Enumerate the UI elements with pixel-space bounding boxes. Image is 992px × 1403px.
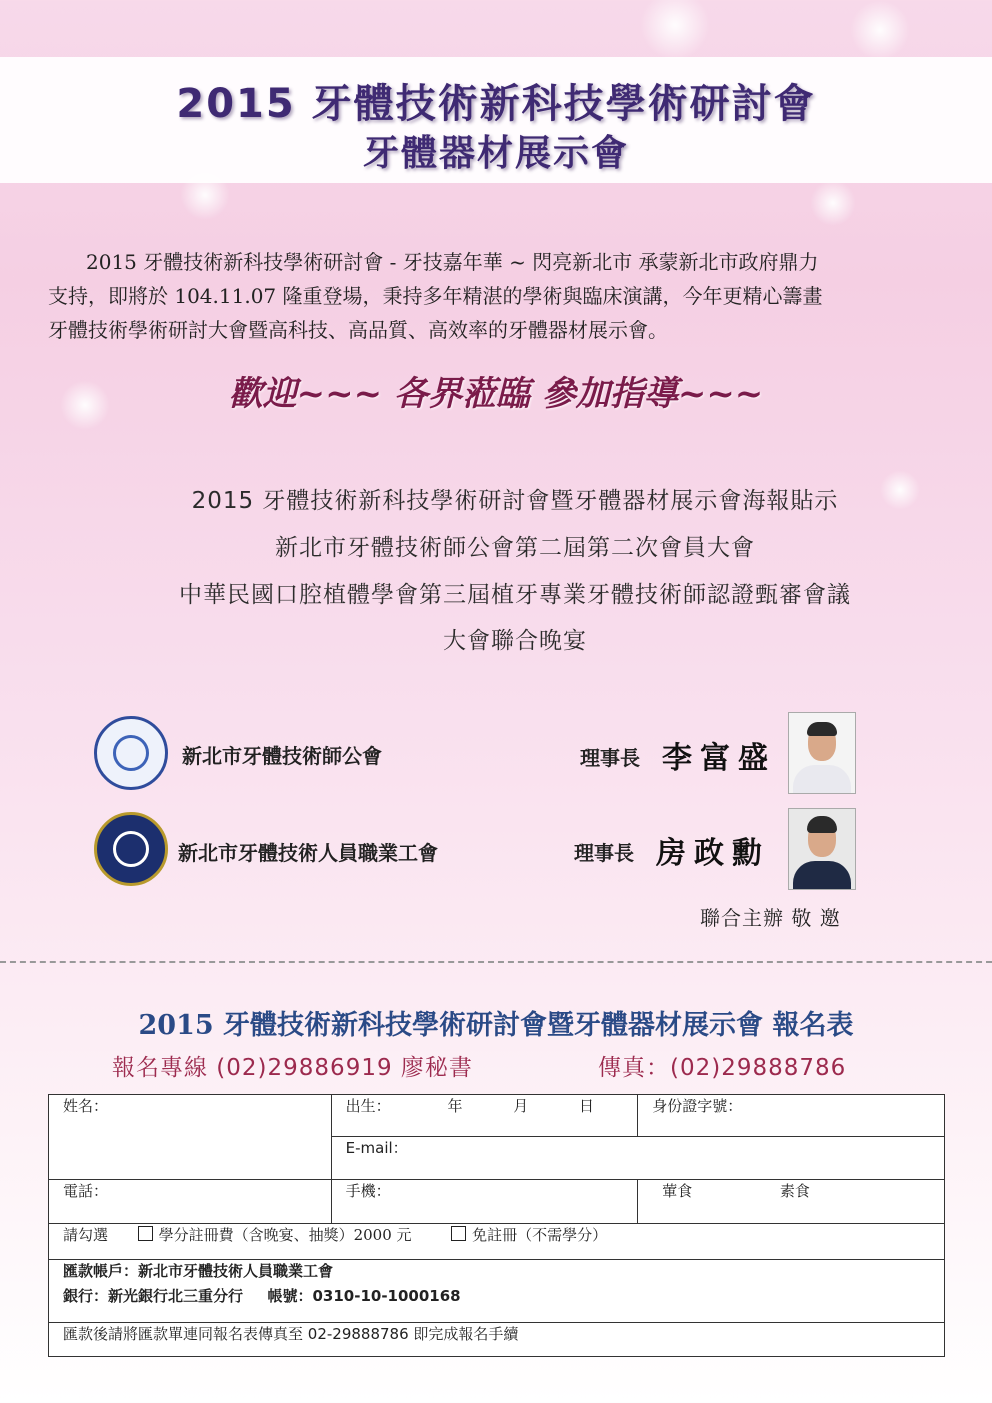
name-label: 姓名： [63,1097,109,1115]
event-item: 新北市牙體技術師公會第二屆第二次會員大會 [275,535,755,561]
organizer-name: 新北市牙體技術師公會 [182,744,382,768]
sparkle-decoration [810,180,856,226]
invitation-signoff: 聯合主辦 敬 邀 [700,906,841,930]
bank-name: 銀行：新光銀行北三重分行 [63,1287,244,1305]
intro-line: 支持，即將於 104.11.07 隆重登場，秉持多年精湛的學術與臨床演講，今年更精心籌畫 [48,284,823,308]
year-label: 年 [447,1097,463,1115]
credit-fee-checkbox[interactable] [138,1226,153,1241]
intro-line: 牙體技術學術研討大會暨高科技、高品質、高效率的牙體器材展示會。 [48,318,668,342]
phone-field[interactable] [49,1180,332,1224]
phone-label: 電話： [63,1182,109,1200]
mobile-field[interactable] [331,1180,638,1224]
sparkle-decoration [640,0,710,60]
email-field[interactable] [331,1137,944,1180]
organizer-signature: 李富盛 [662,741,776,776]
day-label: 日 [579,1097,595,1115]
meal-choice-field[interactable] [638,1180,945,1224]
organizer-name: 新北市牙體技術人員職業工會 [178,841,438,865]
association-seal-icon [94,716,168,790]
registration-hotline: 報名專線 (02)29886919 廖秘書 [112,1055,473,1081]
registration-form [48,1094,945,1357]
meal-option-veg[interactable]: 素食 [779,1182,810,1200]
month-label: 月 [513,1097,529,1115]
birth-field[interactable] [331,1095,638,1137]
check-label: 請勾選 [63,1226,109,1244]
welcome-banner: 歡迎~~~ 各界蒞臨 參加指導~~~ [228,374,764,414]
option-row [49,1224,945,1260]
account-name: 匯款帳戶：新北市牙體技術人員職業工會 [63,1262,334,1280]
event-item: 中華民國口腔植體學會第三屆植牙專業牙體技術師認證甄審會議 [179,582,851,608]
organizer-signature: 房政勳 [656,836,770,871]
no-credit-option: 免註冊（不需學分） [472,1226,608,1244]
id-number-label: 身份證字號： [652,1097,743,1115]
organizer-role: 理事長 [580,746,640,770]
sparkle-decoration [850,0,910,60]
cut-line-divider [0,961,992,963]
event-item: 2015 牙體技術新科技學術研討會暨牙體器材展示會海報貼示 [191,488,839,514]
id-number-field[interactable] [638,1095,945,1137]
name-field[interactable] [49,1095,332,1180]
page-subtitle: 牙體器材展示會 [362,133,629,174]
no-credit-checkbox[interactable] [451,1226,466,1241]
email-label: E-mail： [345,1139,408,1157]
page-title: 2015 牙體技術新科技學術研討會 [176,81,816,127]
intro-paragraph [48,245,948,347]
event-item: 大會聯合晚宴 [443,628,587,654]
union-seal-icon [94,812,168,886]
form-title: 2015 牙體技術新科技學術研討會暨牙體器材展示會 報名表 [138,1010,854,1041]
organizer-role: 理事長 [574,841,634,865]
fax-number: 傳真：(02)29888786 [598,1055,847,1081]
intro-line: 2015 牙體技術新科技學術研討會 - 牙技嘉年華 ~ 閃亮新北市 承蒙新北市政府鼎力 [86,250,819,274]
fax-note: 匯款後請將匯款單連同報名表傳真至 02-29888786 即完成報名手續 [49,1323,945,1357]
meal-option-meat[interactable]: 葷食 [662,1182,693,1200]
mobile-label: 手機： [345,1182,391,1200]
chairman-photo [788,712,856,794]
birth-label: 出生： [345,1097,391,1115]
chairman-photo [788,808,856,890]
credit-fee-option: 學分註冊費（含晚宴、抽獎）2000 元 [158,1226,412,1244]
bank-info [49,1260,945,1323]
account-number: 帳號：0310-10-1000168 [267,1287,461,1305]
